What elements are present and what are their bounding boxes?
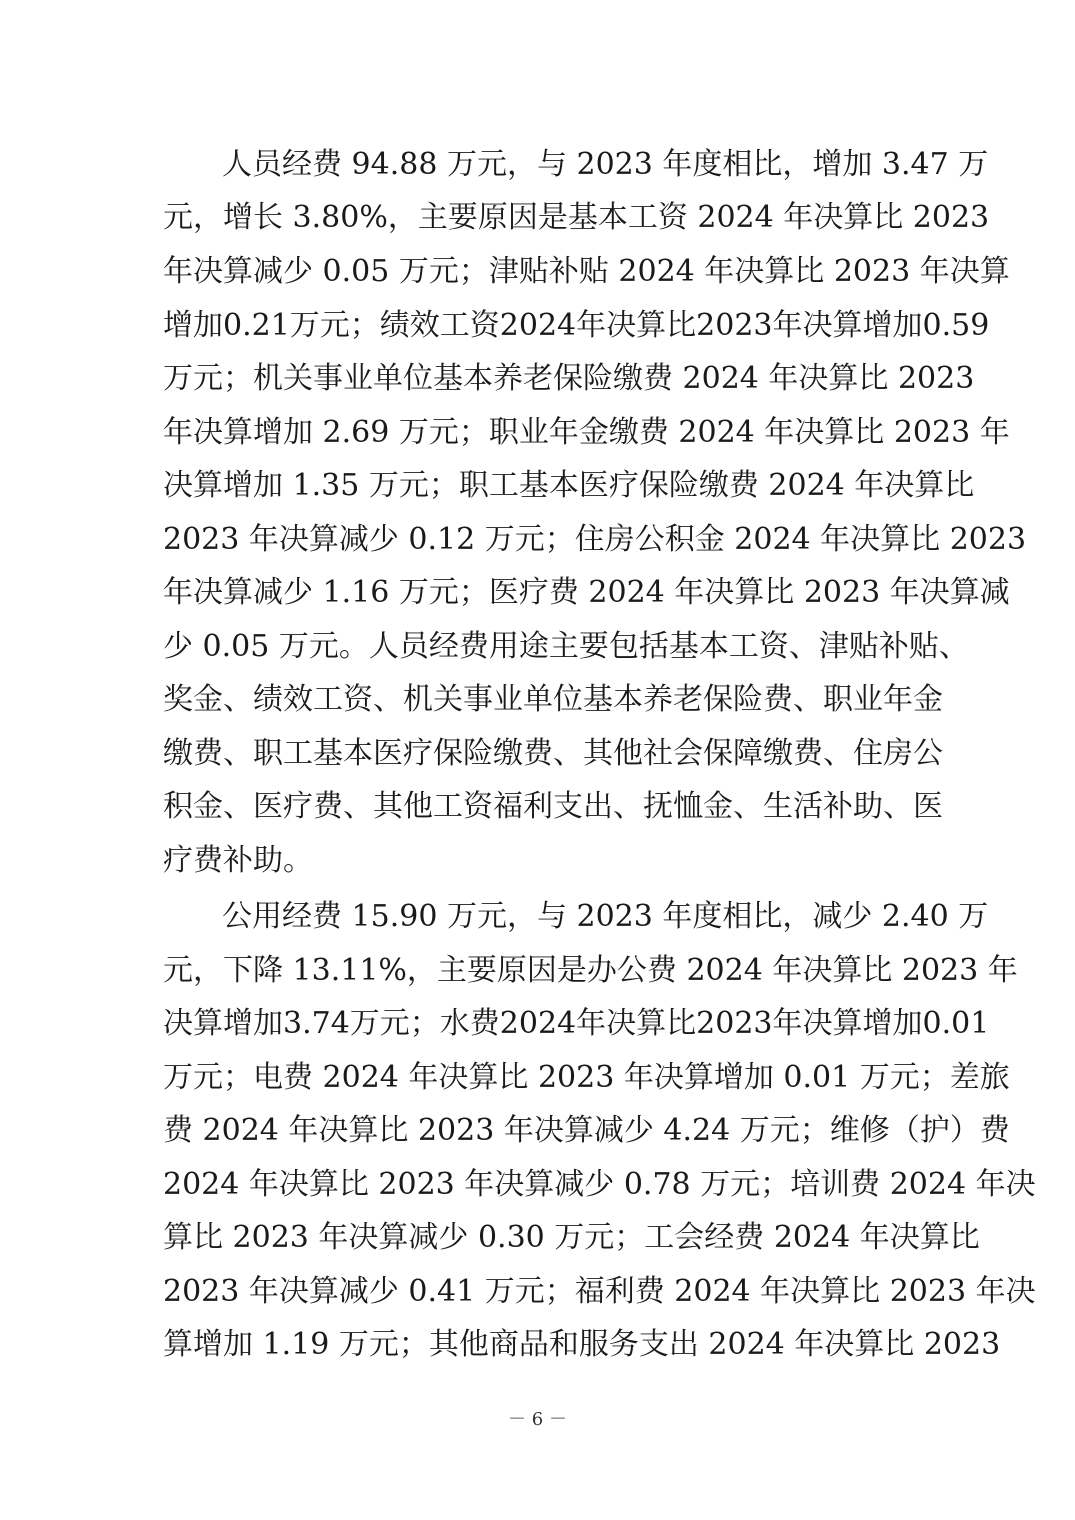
page-number: － 6 － — [508, 1409, 567, 1430]
paragraph-1-line-6: 年决算增加 2.69 万元；职业年金缴费 2024 年决算比 2023 年 — [163, 415, 1010, 450]
paragraph-1-line-13: 积金、医疗费、其他工资福利支出、抚恤金、生活补助、医 — [163, 789, 943, 824]
paragraph-1-line-14: 疗费补助。 — [163, 843, 313, 878]
paragraph-2-line-6: 2024 年决算比 2023 年决算减少 0.78 万元；培训费 2024 年决 — [163, 1167, 1036, 1202]
paragraph-1-line-9: 年决算减少 1.16 万元；医疗费 2024 年决算比 2023 年决算减 — [163, 575, 1010, 610]
paragraph-2-line-8: 2023 年决算减少 0.41 万元；福利费 2024 年决算比 2023 年决 — [163, 1274, 1036, 1309]
paragraph-2-line-7: 算比 2023 年决算减少 0.30 万元；工会经费 2024 年决算比 — [163, 1220, 980, 1255]
paragraph-2-line-4: 万元；电费 2024 年决算比 2023 年决算增加 0.01 万元；差旅 — [163, 1060, 1010, 1095]
paragraph-2-line-1: 公用经费 15.90 万元，与 2023 年度相比，减少 2.40 万 — [222, 899, 989, 934]
paragraph-1-line-7: 决算增加 1.35 万元；职工基本医疗保险缴费 2024 年决算比 — [163, 468, 975, 503]
paragraph-2-line-2: 元，下降 13.11%，主要原因是办公费 2024 年决算比 2023 年 — [163, 953, 1018, 988]
paragraph-2-line-5: 费 2024 年决算比 2023 年决算减少 4.24 万元；维修（护）费 — [163, 1113, 1010, 1148]
paragraph-1-line-12: 缴费、职工基本医疗保险缴费、其他社会保障缴费、住房公 — [163, 736, 943, 771]
paragraph-1-line-10: 少 0.05 万元。人员经费用途主要包括基本工资、津贴补贴、 — [163, 629, 969, 664]
paragraph-1-line-11: 奖金、绩效工资、机关事业单位基本养老保险费、职业年金 — [163, 682, 943, 717]
paragraph-1-line-5: 万元；机关事业单位基本养老保险缴费 2024 年决算比 2023 — [163, 361, 975, 396]
paragraph-2-line-3: 决算增加3.74万元；水费2024年决算比2023年决算增加0.01 — [163, 1006, 990, 1041]
paragraph-1-line-2: 元，增长 3.80%，主要原因是基本工资 2024 年决算比 2023 — [163, 200, 990, 235]
paragraph-2-line-9: 算增加 1.19 万元；其他商品和服务支出 2024 年决算比 2023 — [163, 1327, 1001, 1362]
paragraph-1-line-4: 增加0.21万元；绩效工资2024年决算比2023年决算增加0.59 — [163, 308, 990, 343]
paragraph-1-line-8: 2023 年决算减少 0.12 万元；住房公积金 2024 年决算比 2023 — [163, 522, 1027, 557]
paragraph-1-line-1: 人员经费 94.88 万元，与 2023 年度相比，增加 3.47 万 — [222, 147, 989, 182]
paragraph-1-line-3: 年决算减少 0.05 万元；津贴补贴 2024 年决算比 2023 年决算 — [163, 254, 1010, 289]
